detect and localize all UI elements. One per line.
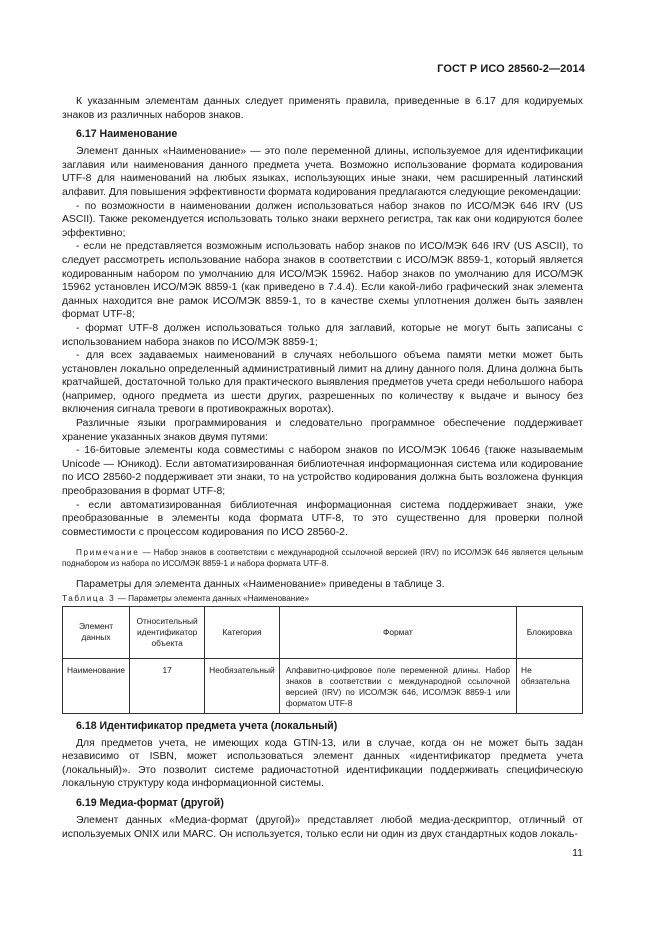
recommendation-2: - если не представляется возможным использовать набор знаков по ИСО/МЭК 646 IRV (US ASCII), то следует рассмотреть использование набора знаков в соответствии с ИСО/МЭК 8859-1, который является кодированным набором по умолчанию для ИСО/МЭК 15962. Набор знаков по умолчанию для ИСО/МЭК 15962 установлен ИСО/МЭК 8859-1 (как приведено в 7.4.4). Если какой-либо графический знак элемента данных находится вне рамок ИСО/МЭК 8859-1, то в качестве схемы уплотнения должен быть заявлен формат UTF-8; xyxy=(62,241,583,321)
table-caption-label: Таблица 3 xyxy=(62,594,116,603)
col-header-lock: Блокировка xyxy=(517,606,583,658)
note-label: Примечание xyxy=(76,548,140,558)
section-6-19-heading: 6.19 Медиа-формат (другой) xyxy=(76,796,224,809)
note xyxy=(62,547,583,569)
storage-way-1: - 16-битовые элементы кода совместимы с набором знаков по ИСО/МЭК 10646 (также называемым Unicode — Юникод). Если автоматизированная библиотечная информационная система или кодирование по ИСО 28560-2 поддерживает эти знаки, то на устройство кодирования должна быть возложена функция преобразования в формат UTF-8; xyxy=(62,445,583,498)
section-6-18-heading: 6.18 Идентификатор предмета учета (локальный) xyxy=(76,719,338,732)
col-header-format: Формат xyxy=(279,606,516,658)
col-header-oid: Относительный идентификатор объекта xyxy=(130,606,205,658)
section-6-17-paragraph-2: Различные языки программирования и следовательно программное обеспечение поддерживает хранение указанных знаков двумя путями: xyxy=(62,418,583,443)
table-3 xyxy=(62,606,583,714)
col-header-element: Элемент данных xyxy=(63,606,130,658)
section-6-17-heading: 6.17 Наименование xyxy=(76,128,178,141)
recommendation-1: - по возможности в наименовании должен использоваться набор знаков по ИСО/МЭК 646 IRV (US ASCII). Также рекомендуется использовать только знаки верхнего регистра, так как они кодируются более эффективно; xyxy=(62,200,583,239)
document-id: ГОСТ Р ИСО 28560-2—2014 xyxy=(437,63,585,75)
table-caption-text: — Параметры элемента данных «Наименование» xyxy=(115,594,310,603)
cell-element: Наименование xyxy=(63,658,130,713)
table-reference: Параметры для элемента данных «Наименование» приведены в таблице 3. xyxy=(76,579,445,591)
note-text: — Набор знаков в соответствии с международной ссылочной версией (IRV) по ИСО/МЭК 646 является цельным поднабором из набора по ИСО/МЭК 8859-1 и набора формата UTF-8. xyxy=(62,548,583,569)
storage-way-2: - если автоматизированная библиотечная информационная система поддерживает знаки, уже преобразованные в элементы кода формата UTF-8, то это существенно для проверки полной совместимости с процессом кодирования по ИСО 28560-2. xyxy=(62,499,583,538)
table-row xyxy=(63,658,583,713)
table-header-row xyxy=(63,606,583,658)
page-number: 11 xyxy=(572,847,583,859)
table-3-caption xyxy=(62,592,583,606)
cell-lock: Не обязательна xyxy=(517,658,583,713)
cell-category: Необязательный xyxy=(205,658,280,713)
section-6-18-paragraph: Для предметов учета, не имеющих кода GTIN-13, или в случае, когда он не может быть задан независимо от ISBN, может использоваться элемент данных «идентификатор предмета учета (локальный)». Это позволит системе радиочастотной идентификации поддерживать специфическую локальную структуру кода информационной системы. xyxy=(62,737,583,790)
cell-format: Алфавитно-цифровое поле переменной длины. Набор знаков в соответствии с международной ссылочной версией (IRV) по ИСО/МЭК 646, ИСО/МЭК 8859-1 или форматом UTF-8 xyxy=(279,658,516,713)
col-header-category: Категория xyxy=(205,606,280,658)
section-6-19-paragraph: Элемент данных «Медиа-формат (другой)» представляет любой медиа-дескриптор, отличный от используемых ONIX или MARC. Он используется, только если ни один из двух стандартных кодов локаль- xyxy=(62,814,583,840)
cell-oid: 17 xyxy=(130,658,205,713)
recommendation-3: - формат UTF-8 должен использоваться только для заглавий, которые не могут быть записаны с использованием набора знаков по ИСО/МЭК 8859-1; xyxy=(62,322,583,348)
page-body xyxy=(62,95,583,841)
intro-paragraph: К указанным элементам данных следует применять правила, приведенные в 6.17 для кодируемых знаков из различных наборов знаков. xyxy=(62,96,583,121)
section-6-17-paragraph-1: Элемент данных «Наименование» — это поле переменной длины, используемое для идентификации заглавия или наименования данного предмета учета. Возможно использование формата кодирования UTF-8 для наименований на любых языках, использующих иные знаки, чем расширенный латинский алфавит. Для повышения эффективности формата кодирования предлагаются следующие рекомендации: xyxy=(62,146,583,198)
recommendation-4: - для всех задаваемых наименований в случаях небольшого объема памяти метки может быть установлен локально определенный административный лимит на длину данного поля. Длина должна быть кратчайшей, достаточной только для практического выявления предметов учета среди небольшого набора (например, одного предмета из шести других, разрешенных по количеству к выдаче и выносу без включения сигнала тревоги в противокражных воротах). xyxy=(62,350,583,416)
